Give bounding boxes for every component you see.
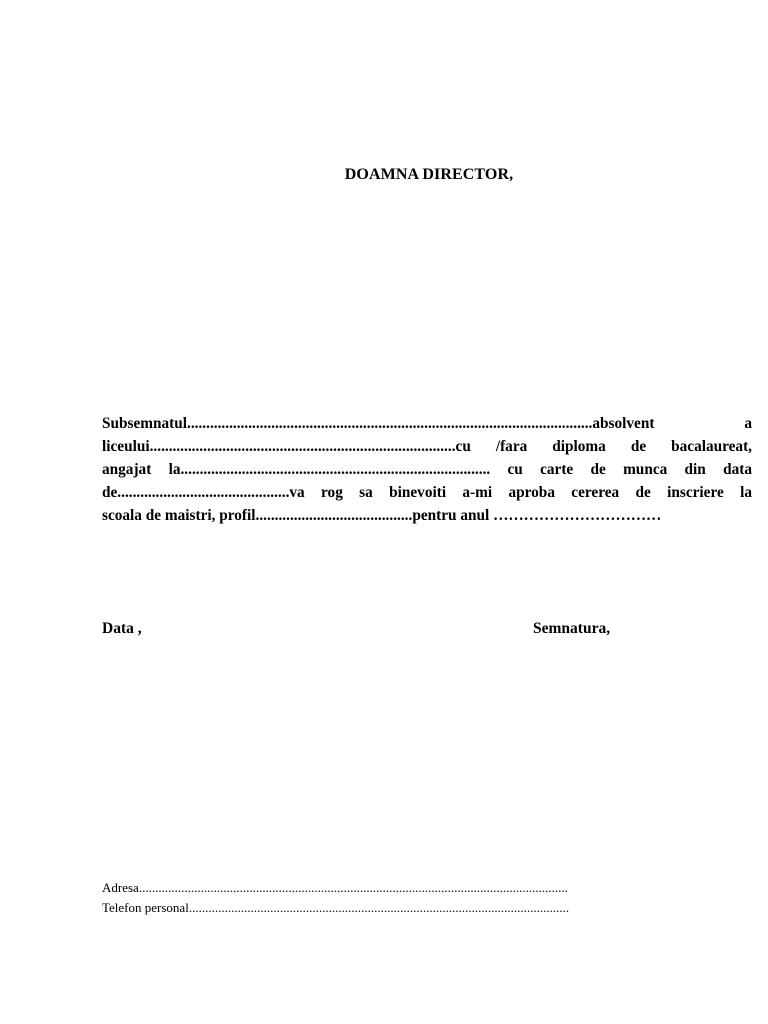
address-label: Adresa <box>102 880 139 895</box>
request-body <box>102 412 752 527</box>
address-dots: .................................................................................................................................... <box>138 880 568 895</box>
address-line <box>102 880 627 896</box>
phone-label: Telefon personal <box>102 900 189 915</box>
body-line-3: angajat la................................................................................. cu carte de munca din data <box>102 461 752 478</box>
body-line-4: de.............................................va rog sa binevoiti a-mi aproba cererea de inscriere la <box>102 484 752 501</box>
phone-line <box>102 900 627 916</box>
date-label: Data , <box>102 620 142 637</box>
body-line-2: liceului................................................................................cu /fara diploma de bacalaureat, <box>102 438 752 455</box>
body-line-1: Subsemnatul..........................................................................................................absolvent a <box>102 415 752 432</box>
document-title: DOAMNA DIRECTOR, <box>344 166 514 183</box>
signature-label: Semnatura, <box>533 620 611 637</box>
body-line-5: scoala de maistri, profil.........................................pentru anul …………………………… <box>102 507 662 524</box>
phone-dots: ..................................................................................................................... <box>188 900 570 915</box>
